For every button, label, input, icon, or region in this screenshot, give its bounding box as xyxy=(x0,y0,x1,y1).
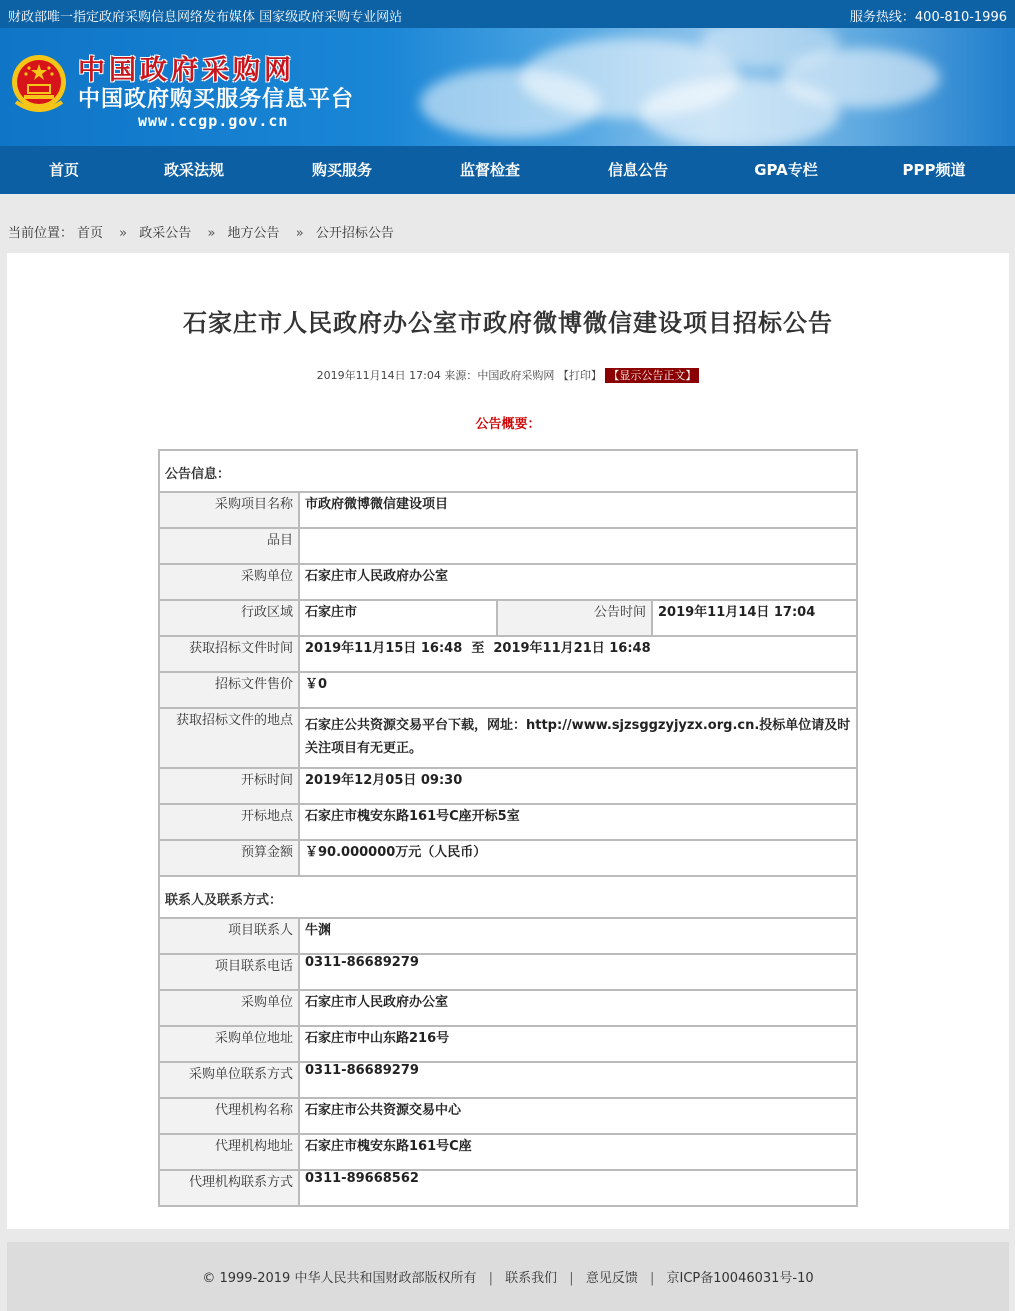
breadcrumb-separator: » xyxy=(119,226,128,241)
field-label: 项目联系人 xyxy=(159,918,299,954)
field-label: 获取招标文件时间 xyxy=(159,636,299,672)
buyer-unit-value: 石家庄市人民政府办公室 xyxy=(299,990,857,1026)
breadcrumb-separator: » xyxy=(207,226,216,241)
show-body-button[interactable]: 【显示公告正文】 xyxy=(605,368,699,383)
service-hotline: 服务热线：400-810-1996 xyxy=(849,10,1007,25)
field-label: 采购单位地址 xyxy=(159,1026,299,1062)
agency-contact-value: 0311-89668562 xyxy=(299,1170,857,1206)
nav-item-supervision[interactable]: 监督检查 xyxy=(459,161,520,179)
field-label: 开标地点 xyxy=(159,804,299,840)
feedback-link[interactable]: 意见反馈 xyxy=(585,1271,638,1286)
content-panel xyxy=(7,253,1009,1229)
national-emblem-icon xyxy=(10,52,68,118)
nav-item-announcements[interactable]: 信息公告 xyxy=(607,161,668,179)
nav-item-ppp[interactable]: PPP频道 xyxy=(902,161,966,179)
field-label: 预算金额 xyxy=(159,840,299,876)
main-nav xyxy=(0,146,1015,194)
top-strip-slogan: 财政部唯一指定政府采购信息网络发布媒体 国家级政府采购专业网站 xyxy=(8,10,403,25)
logo-url: www.ccgp.gov.cn xyxy=(138,112,289,130)
region-value: 石家庄市 xyxy=(299,600,497,636)
icp-link[interactable]: 京ICP备10046031号-10 xyxy=(666,1271,814,1286)
breadcrumb-open-tender[interactable]: 公开招标公告 xyxy=(315,226,394,241)
field-label: 代理机构联系方式 xyxy=(159,1170,299,1206)
top-strip xyxy=(0,0,1015,28)
budget-value: ￥90.000000万元（人民币） xyxy=(299,840,857,876)
doc-time-value: 2019年11月15日 16:48 至 2019年11月21日 16:48 xyxy=(299,636,857,672)
summary-heading: 公告概要： xyxy=(475,417,541,432)
doc-place-value: 石家庄公共资源交易平台下载，网址：http://www.sjzsggzyjyzx.org.cn.投标单位请及时关注项目有无更正。 xyxy=(299,708,857,768)
site-banner xyxy=(0,28,1015,146)
page-footer xyxy=(7,1242,1009,1311)
field-label: 招标文件售价 xyxy=(159,672,299,708)
nav-item-purchase-services[interactable]: 购买服务 xyxy=(311,161,372,179)
breadcrumb-separator: » xyxy=(295,226,304,241)
notice-time-value: 2019年11月14日 17:04 xyxy=(652,600,857,636)
field-label: 公告时间 xyxy=(497,600,652,636)
nav-item-home[interactable]: 首页 xyxy=(48,161,79,179)
field-label: 采购单位 xyxy=(159,990,299,1026)
phone-value: 0311-86689279 xyxy=(299,954,857,990)
field-label: 项目联系电话 xyxy=(159,954,299,990)
breadcrumb-local[interactable]: 地方公告 xyxy=(227,226,280,241)
field-label: 品目 xyxy=(159,528,299,564)
buyer-value: 石家庄市人民政府办公室 xyxy=(299,564,857,600)
breadcrumb xyxy=(8,222,398,241)
breadcrumb-prefix: 当前位置： xyxy=(8,226,74,241)
field-label: 行政区域 xyxy=(159,600,299,636)
contact-us-link[interactable]: 联系我们 xyxy=(505,1271,558,1286)
page-title: 石家庄市人民政府办公室市政府微博微信建设项目招标公告 xyxy=(183,309,833,337)
field-label: 开标时间 xyxy=(159,768,299,804)
nav-item-gpa[interactable]: GPA专栏 xyxy=(754,161,818,179)
publish-date: 2019年11月14日 17:04 xyxy=(316,369,441,382)
project-name-value: 市政府微博微信建设项目 xyxy=(299,492,857,528)
agency-name-value: 石家庄市公共资源交易中心 xyxy=(299,1098,857,1134)
field-label: 采购项目名称 xyxy=(159,492,299,528)
article-source: 来源：中国政府采购网 xyxy=(444,369,555,382)
logo-main-title: 中国政府采购网 xyxy=(78,55,295,86)
section-heading: 公告信息： xyxy=(159,450,857,492)
agency-address-value: 石家庄市槐安东路161号C座 xyxy=(299,1134,857,1170)
print-link[interactable]: 【打印】 xyxy=(557,369,602,382)
article-meta xyxy=(7,367,1009,383)
logo-subtitle: 中国政府购买服务信息平台 xyxy=(78,87,355,112)
footer-divider: | xyxy=(649,1271,655,1286)
field-label: 采购单位 xyxy=(159,564,299,600)
field-label: 代理机构名称 xyxy=(159,1098,299,1134)
buyer-address-value: 石家庄市中山东路216号 xyxy=(299,1026,857,1062)
nav-item-regulations[interactable]: 政采法规 xyxy=(163,161,224,179)
footer-divider: | xyxy=(569,1271,574,1286)
open-place-value: 石家庄市槐安东路161号C座开标5室 xyxy=(299,804,857,840)
open-time-value: 2019年12月05日 09:30 xyxy=(299,768,857,804)
breadcrumb-home[interactable]: 首页 xyxy=(77,226,104,241)
announcement-table xyxy=(158,449,858,1207)
copyright-text: © 1999-2019 中华人民共和国财政部版权所有 xyxy=(202,1271,477,1286)
breadcrumb-announcements[interactable]: 政采公告 xyxy=(139,226,192,241)
contact-value: 牛渊 xyxy=(299,918,857,954)
doc-price-value: ￥0 xyxy=(299,672,857,708)
field-label: 代理机构地址 xyxy=(159,1134,299,1170)
field-label: 采购单位联系方式 xyxy=(159,1062,299,1098)
field-label: 获取招标文件的地点 xyxy=(159,708,299,768)
section-heading: 联系人及联系方式： xyxy=(159,876,857,918)
footer-divider: | xyxy=(488,1271,493,1286)
buyer-contact-value: 0311-86689279 xyxy=(299,1062,857,1098)
category-value xyxy=(299,528,857,564)
